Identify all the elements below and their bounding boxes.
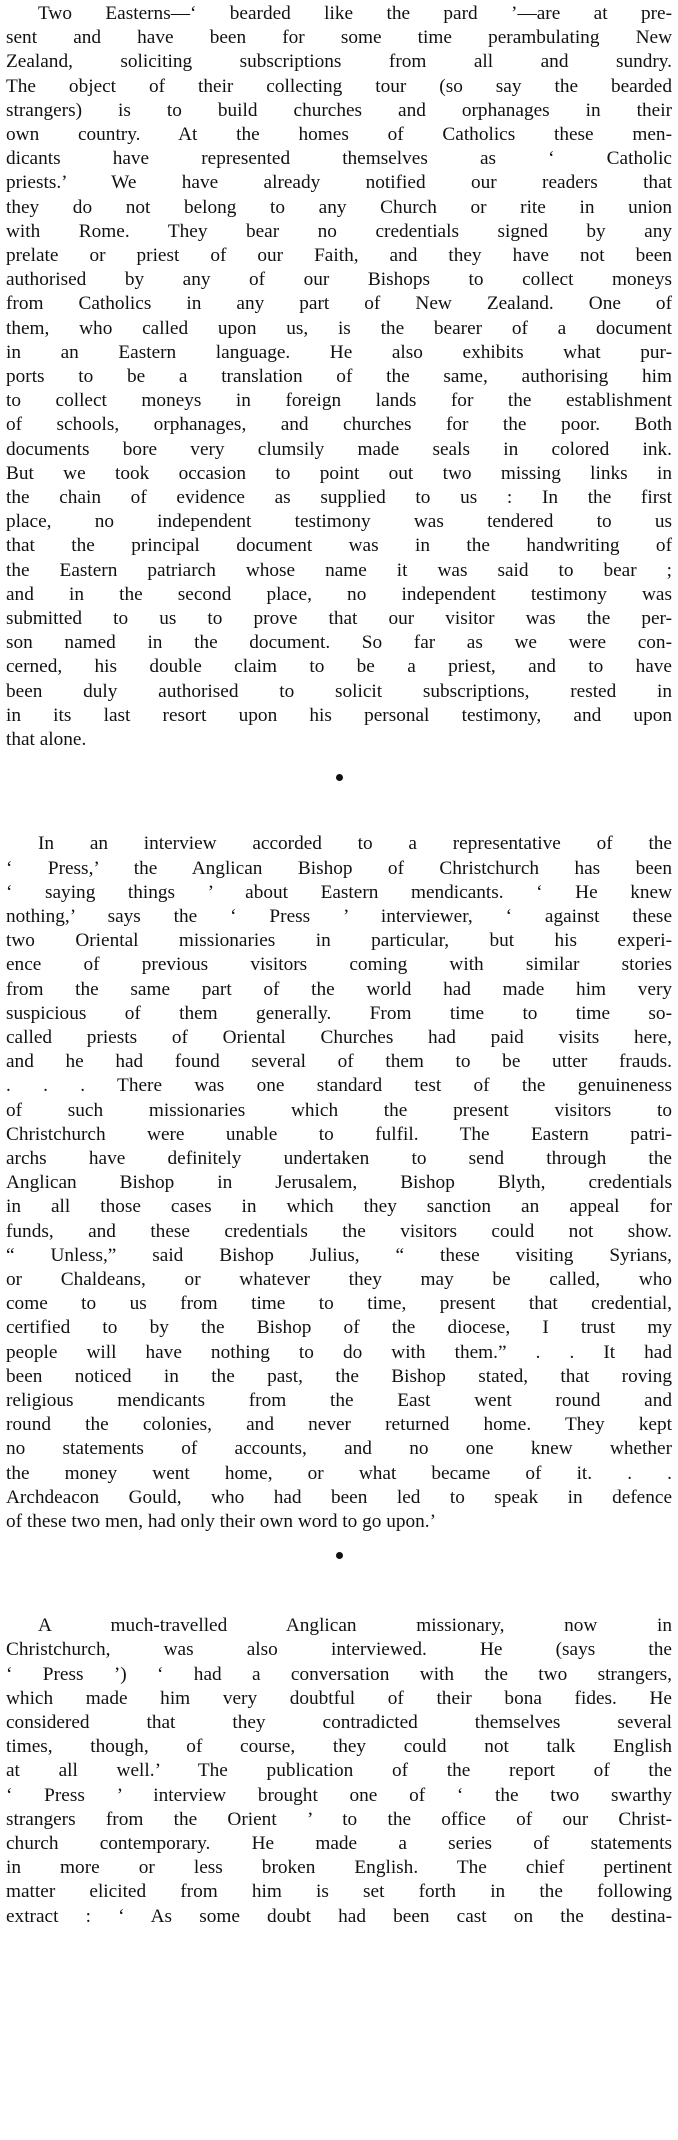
text-line: them, who called upon us, is the bearer of a document (6, 317, 672, 339)
text-line: cerned, his double claim to be a priest, and to have (6, 656, 672, 678)
text-line: of schools, orphanages, and churches for the poor. Both (6, 414, 672, 436)
text-line: Anglican Bishop in Jerusalem, Bishop Blyth, credentials (6, 1172, 672, 1194)
text-line: in more or less broken English. The chief pertinent (6, 1857, 672, 1879)
text-line: in an Eastern language. He also exhibits what pur- (6, 341, 672, 363)
paragraph-3 (6, 1614, 672, 1929)
text-line: The object of their collecting tour (so say the bearded (6, 75, 672, 97)
text-line: funds, and these credentials the visitors could not show. (6, 1220, 672, 1242)
text-line: priests.’ We have already notified our readers that (6, 172, 672, 194)
text-line: A much-travelled Anglican missionary, now in (38, 1615, 672, 1637)
text-line: that the principal document was in the handwriting of (6, 535, 672, 557)
text-line: matter elicited from him is set forth in the following (6, 1881, 672, 1903)
text-line: sent and have been for some time perambulating New (6, 27, 672, 49)
text-line: ports to be a translation of the same, authorising him (6, 366, 672, 388)
paragraph-1 (6, 2, 672, 752)
paragraph-2 (6, 832, 672, 1534)
text-line: ‘ saying things ’ about Eastern mendicants. ‘ He knew (6, 881, 672, 903)
text-line: Archdeacon Gould, who had been led to speak in defence (6, 1486, 672, 1508)
text-line: in its last resort upon his personal testimony, and upon (6, 704, 672, 726)
text-line: and in the second place, no independent testimony was (6, 583, 672, 605)
text-line: submitted to us to prove that our visitor was the per- (6, 608, 672, 630)
text-line: prelate or priest of our Faith, and they have not been (6, 245, 672, 267)
text-line: times, though, of course, they could not talk English (6, 1736, 672, 1758)
text-line: documents bore very clumsily made seals in colored ink. (6, 438, 672, 460)
text-line: certified to by the Bishop of the diocese, I trust my (6, 1317, 672, 1339)
text-line: Two Easterns—‘ bearded like the pard ’—are at pre- (38, 3, 672, 24)
text-line: in all those cases in which they sanction an appeal for (6, 1196, 672, 1218)
text-line: people will have nothing to do with them.” . . It had (6, 1341, 672, 1363)
text-line: archs have definitely undertaken to send through the (6, 1147, 672, 1169)
text-line: authorised by any of our Bishops to collect moneys (6, 269, 672, 291)
text-line: son named in the document. So far as we were con- (6, 632, 672, 654)
text-line: the money went home, or what became of it. . . (6, 1462, 672, 1484)
text-line: two Oriental missionaries in particular, but his experi- (6, 930, 672, 952)
text-line: Zealand, soliciting subscriptions from all and sundry. (6, 51, 672, 73)
text-line: . . . There was one standard test of the genuineness (6, 1075, 672, 1097)
text-line: Christchurch, was also interviewed. He (says the (6, 1639, 672, 1661)
text-line: strangers from the Orient ’ to the office of our Christ- (6, 1808, 672, 1830)
text-line: strangers) is to build churches and orphanages in their (6, 99, 672, 121)
text-line: with Rome. They bear no credentials signed by any (6, 220, 672, 242)
text-line: or Chaldeans, or whatever they may be called, who (6, 1268, 672, 1290)
text-line: the chain of evidence as supplied to us : In the first (6, 487, 672, 509)
text-line: of such missionaries which the present visitors to (6, 1099, 672, 1121)
text-line: own country. At the homes of Catholics these men- (6, 124, 672, 146)
text-line: from the same part of the world had made him very (6, 978, 672, 1000)
text-line: ‘ Press,’ the Anglican Bishop of Christchurch has been (6, 857, 672, 879)
text-line: called priests of Oriental Churches had paid visits here, (6, 1026, 672, 1048)
section-separator-2 (6, 1534, 672, 1614)
text-line: considered that they contradicted themselves several (6, 1712, 672, 1733)
text-line: ence of previous visitors coming with similar stories (6, 954, 672, 976)
text-line: Christchurch were unable to fulfil. The Eastern patri- (6, 1123, 672, 1145)
text-line: no statements of accounts, and no one knew whether (6, 1438, 672, 1460)
text-line: and he had found several of them to be utter frauds. (6, 1051, 672, 1073)
text-line: been duly authorised to solicit subscriptions, rested in (6, 680, 672, 702)
section-separator-1 (6, 752, 672, 832)
text-line: at all well.’ The publication of the report of the (6, 1760, 672, 1782)
text-line: from Catholics in any part of New Zealand. One of (6, 293, 672, 315)
separator-dot (336, 1552, 343, 1559)
text-line: come to us from time to time, present that credential, (6, 1293, 672, 1315)
text-line: that alone. (6, 729, 87, 751)
text-line: been noticed in the past, the Bishop stated, that roving (6, 1365, 672, 1387)
text-line: In an interview accorded to a representative of the (38, 833, 672, 855)
text-line: “ Unless,” said Bishop Julius, “ these visiting Syrians, (6, 1244, 672, 1266)
text-line: which made him very doubtful of their bona fides. He (6, 1687, 672, 1709)
text-line: suspicious of them generally. From time to time so- (6, 1002, 672, 1024)
text-line: ‘ Press ’) ‘ had a conversation with the two strangers, (6, 1663, 672, 1685)
text-line: extract : ‘ As some doubt had been cast on the destina- (6, 1905, 672, 1927)
text-line: nothing,’ says the ‘ Press ’ interviewer, ‘ against these (6, 905, 672, 927)
text-line: the Eastern patriarch whose name it was said to bear ; (6, 559, 672, 581)
text-line: dicants have represented themselves as ‘ Catholic (6, 148, 672, 170)
text-line: of these two men, had only their own word to go upon.’ (6, 1510, 437, 1532)
text-line: religious mendicants from the East went round and (6, 1389, 672, 1411)
text-line: place, no independent testimony was tendered to us (6, 511, 672, 533)
text-line: But we took occasion to point out two missing links in (6, 462, 672, 484)
separator-dot (336, 774, 343, 781)
text-line: church contemporary. He made a series of statements (6, 1833, 672, 1855)
text-line: ‘ Press ’ interview brought one of ‘ the two swarthy (6, 1784, 672, 1806)
text-line: they do not belong to any Church or rite in union (6, 196, 672, 218)
text-line: to collect moneys in foreign lands for the establishment (6, 390, 672, 412)
text-line: round the colonies, and never returned home. They kept (6, 1414, 672, 1436)
